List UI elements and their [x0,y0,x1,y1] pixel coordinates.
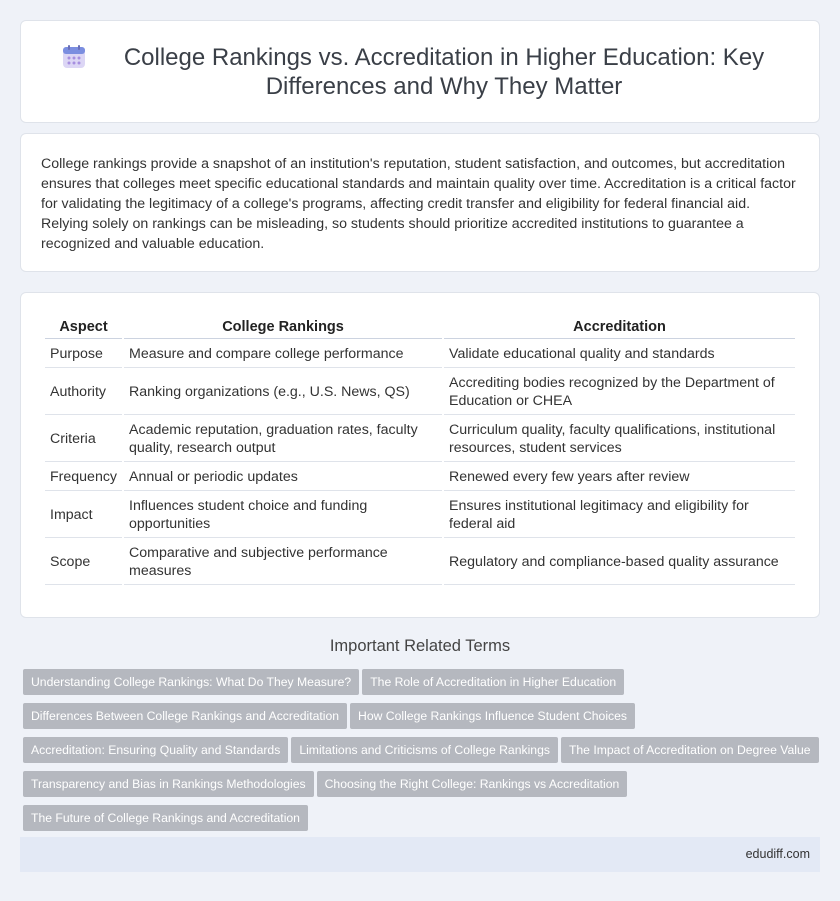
table-cell: Renewed every few years after review [444,464,795,491]
table-cell: Accrediting bodies recognized by the Department of Education or CHEA [444,370,795,415]
footer-site-link[interactable]: edudiff.com [745,847,810,861]
table-cell: Measure and compare college performance [124,341,442,368]
table-cell: Regulatory and compliance-based quality assurance [444,540,795,585]
table-cell: Criteria [45,417,122,462]
table-cell: Comparative and subjective performance measures [124,540,442,585]
header-card [20,20,820,123]
related-terms-list [23,669,823,839]
related-term-tag[interactable]: Limitations and Criticisms of College Rankings [291,737,558,763]
related-term-tag[interactable]: Transparency and Bias in Rankings Methodologies [23,771,314,797]
calendar-icon [61,44,87,70]
table-cell: Ranking organizations (e.g., U.S. News, QS) [124,370,442,415]
table-cell: Frequency [45,464,122,491]
table-cell: Academic reputation, graduation rates, faculty quality, research output [124,417,442,462]
related-term-tag[interactable]: Accreditation: Ensuring Quality and Standards [23,737,288,763]
table-cell: Influences student choice and funding opportunities [124,493,442,538]
related-term-tag[interactable]: The Impact of Accreditation on Degree Value [561,737,819,763]
intro-card [20,133,820,272]
footer [20,837,820,872]
table-cell: Validate educational quality and standards [444,341,795,368]
table-cell: Impact [45,493,122,538]
table-cell: Annual or periodic updates [124,464,442,491]
table-cell: Curriculum quality, faculty qualifications, institutional resources, student services [444,417,795,462]
intro-text: College rankings provide a snapshot of an institution's reputation, student satisfaction, and outcomes, but accreditation ensures that colleges meet specific educational standards and maintain quality over time. Accreditation is a critical factor for validating the legitimacy of a college's programs, affecting credit transfer and eligibility for federal financial aid. Relying solely on rankings can be misleading, so students should prioritize accredited institutions to guarantee a recognized and valuable education. [41,156,796,252]
related-term-tag[interactable]: Differences Between College Rankings and Accreditation [23,703,347,729]
table-row [45,493,795,538]
related-terms-title: Important Related Terms [329,637,511,655]
table-row [45,417,795,462]
comparison-table [43,313,797,587]
table-cell: Purpose [45,341,122,368]
related-term-tag[interactable]: Choosing the Right College: Rankings vs Accreditation [317,771,628,797]
table-row [45,341,795,368]
related-term-tag[interactable]: The Role of Accreditation in Higher Education [362,669,624,695]
comparison-table-card [20,292,820,618]
column-header: College Rankings [124,315,442,339]
table-row [45,464,795,491]
page-title: College Rankings vs. Accreditation in Higher Education: Key Differences and Why They Matter [123,43,765,100]
column-header: Aspect [45,315,122,339]
table-row [45,540,795,585]
column-header: Accreditation [444,315,795,339]
table-cell: Ensures institutional legitimacy and eligibility for federal aid [444,493,795,538]
related-term-tag[interactable]: The Future of College Rankings and Accreditation [23,805,308,831]
table-row [45,370,795,415]
related-term-tag[interactable]: Understanding College Rankings: What Do They Measure? [23,669,359,695]
related-term-tag[interactable]: How College Rankings Influence Student Choices [350,703,635,729]
table-cell: Scope [45,540,122,585]
table-cell: Authority [45,370,122,415]
table-header-row [45,315,795,339]
